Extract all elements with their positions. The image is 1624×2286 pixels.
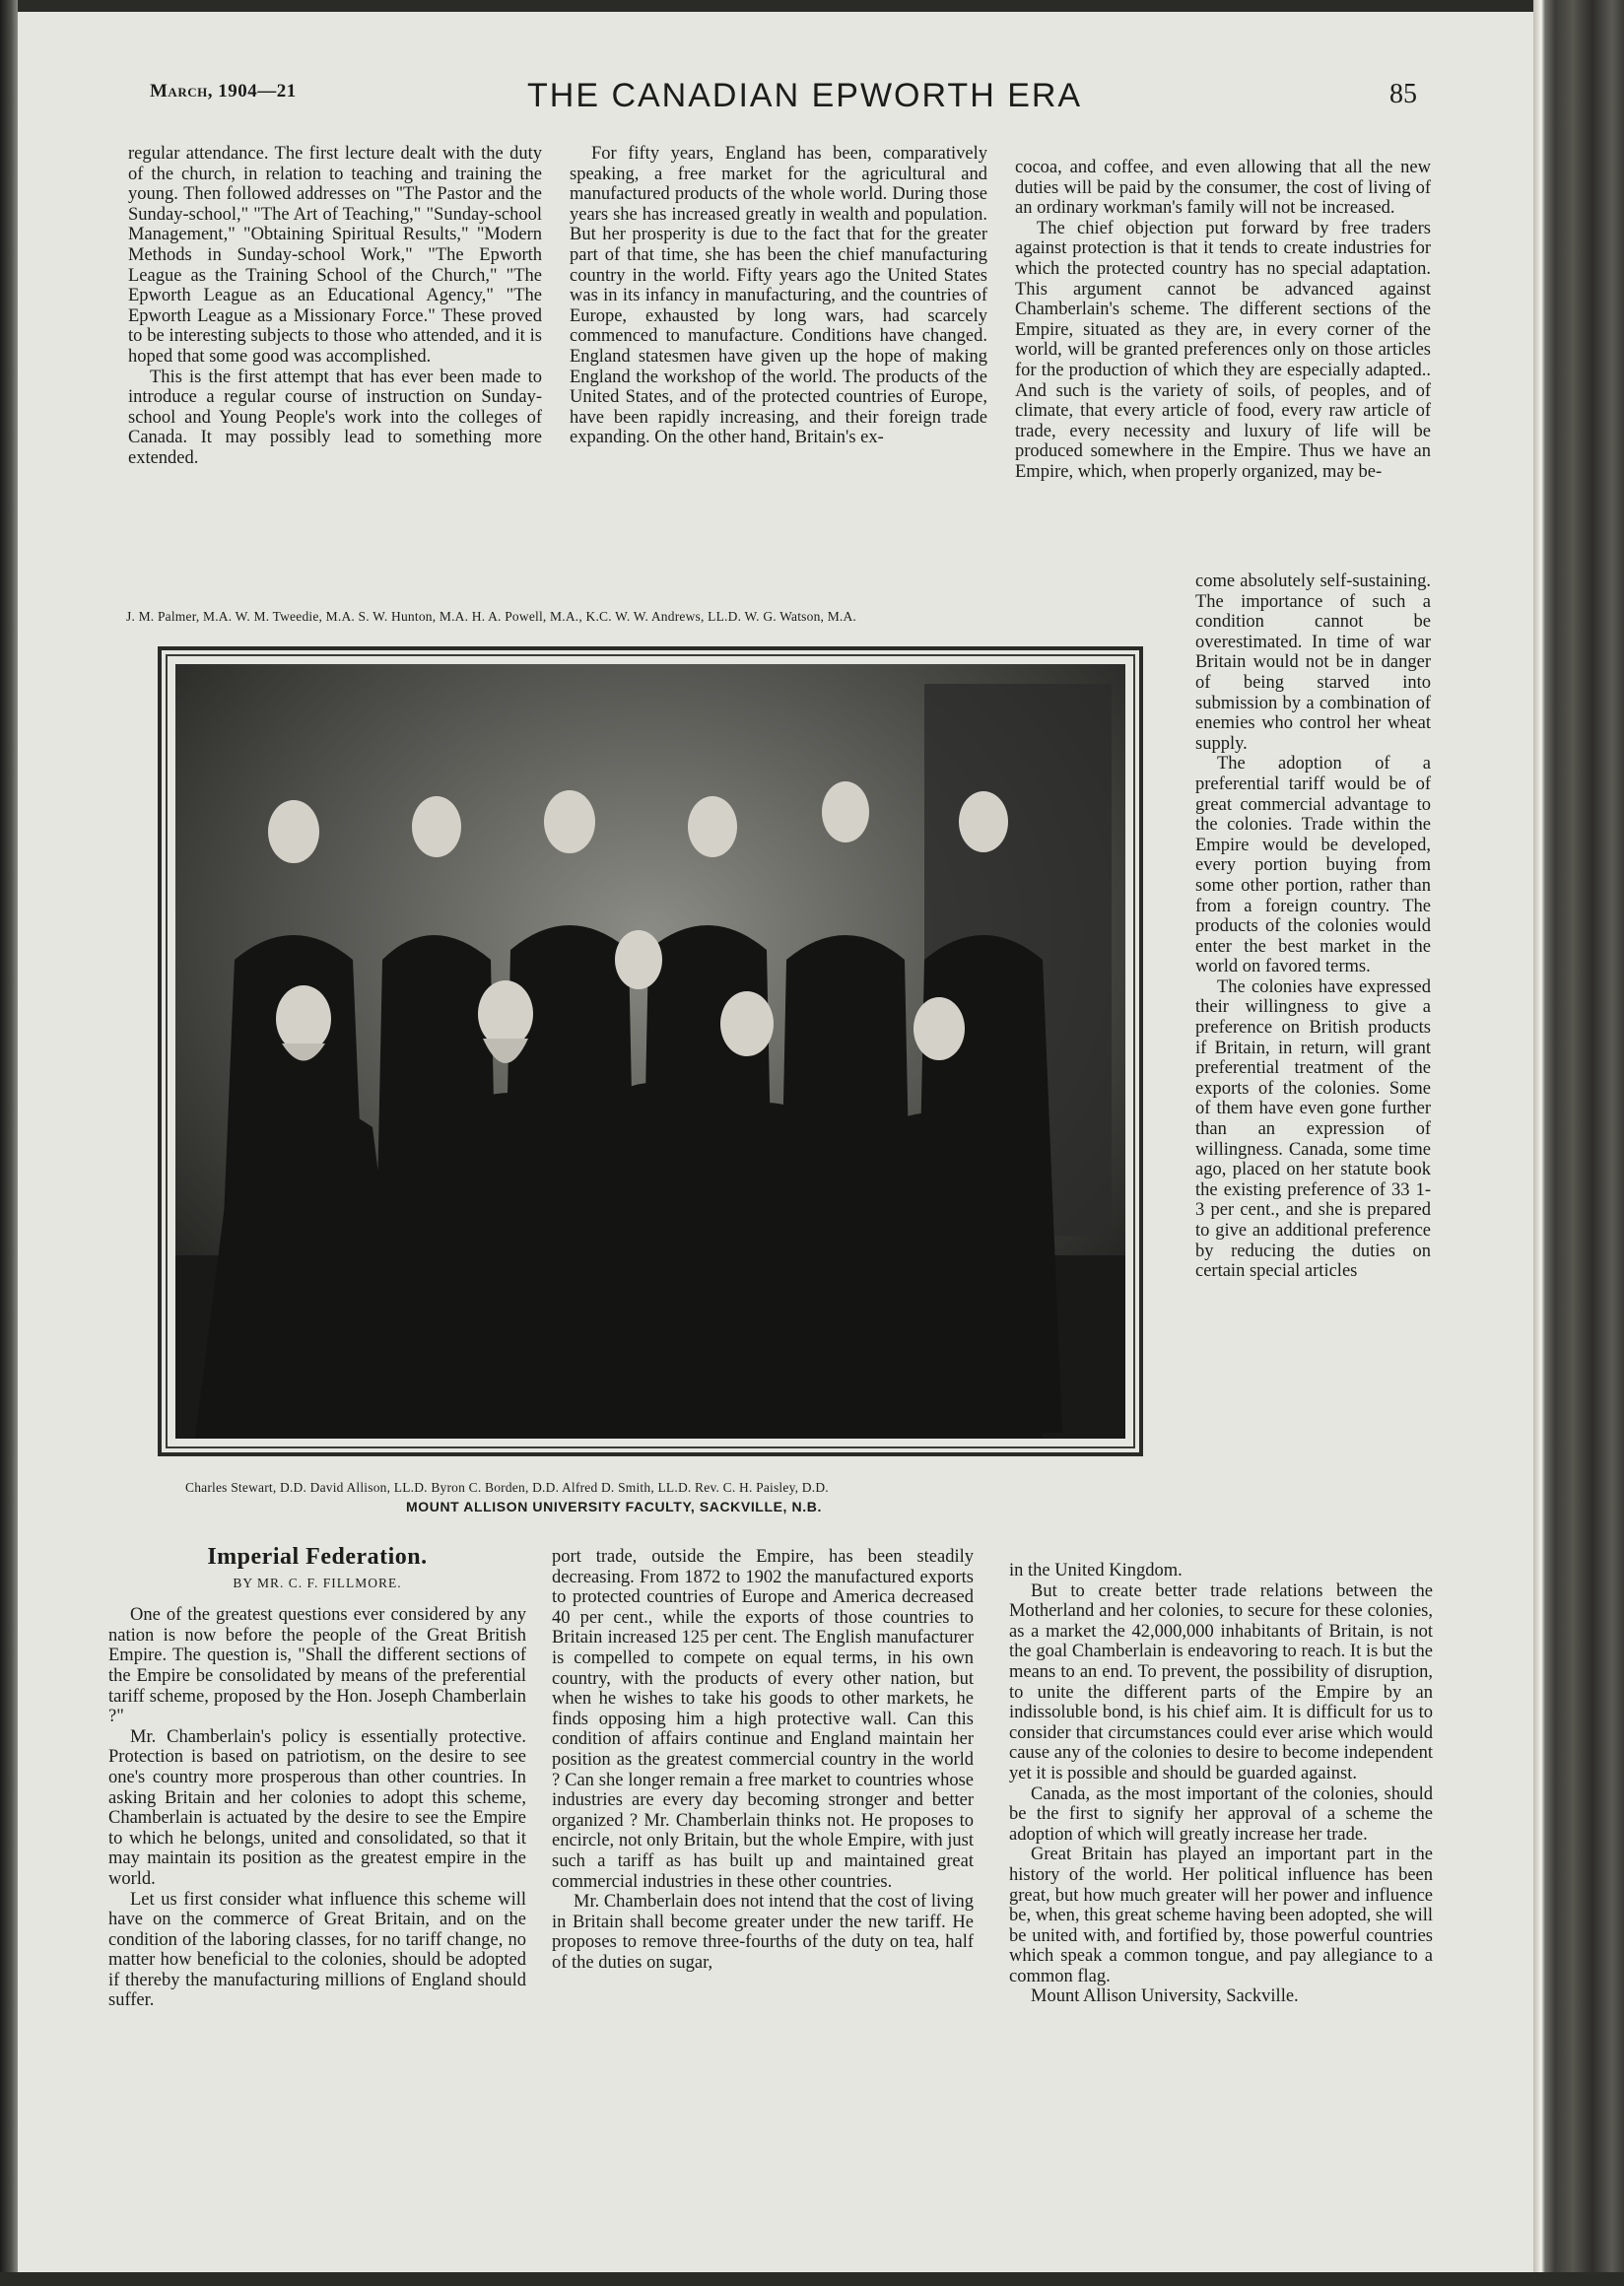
paragraph: This is the first attempt that has ever been made to introduce a regular course of instruction on Sunday-school and Young People's work into the colleges of Canada. It may possibly lead to something more extended. [128, 367, 542, 468]
group-portrait-image [175, 664, 1125, 1439]
paragraph: The colonies have expressed their willingness to give a preference on British products if Britain, in return, will grant preferential treatment of the exports of the colonies. Some of them have even gone further than an expression of willingness. Canada, some time ago, placed on her statute book the existing preference of 33 1-3 per cent., and she is prepared to give an additional preference by reducing the duties on certain special articles [1195, 976, 1431, 1282]
issue-date: March, 1904—21 [150, 81, 297, 101]
column-1-top [128, 144, 542, 469]
column-3-side [1195, 572, 1431, 1282]
article-column-2 [552, 1547, 974, 1973]
paragraph: Canada, as the most important of the colonies, should be the first to signify her approval of a scheme the adoption of which will greatly increase her trade. [1009, 1783, 1433, 1845]
column-2-top [570, 144, 987, 448]
paragraph: come absolutely self-sustaining. The importance of such a condition cannot be overestimated. In time of war Britain would not be in danger of being starved into submission by a combination of enemies who control her wheat supply. [1195, 572, 1431, 754]
paragraph: The adoption of a preferential tariff would be of great commercial advantage to the colonies. Trade within the Empire would be developed, every portion buying from some other portion, rather than from a foreign country. The products of the colonies would enter the best market in the world on favored terms. [1195, 754, 1431, 977]
article-byline: BY MR. C. F. FILLMORE. [233, 1575, 402, 1590]
paragraph: One of the greatest questions ever considered by any nation is now before the people of the Great British Empire. The question is, "Shall the different sections of the Empire be consolidated by means of the preferential tariff scheme, proposed by the Hon. Joseph Chamberlain ?" [108, 1605, 526, 1727]
page-number: 85 [1389, 79, 1417, 109]
column-3-top [1015, 158, 1431, 483]
article-column-1 [108, 1544, 526, 2011]
scan-top-edge [0, 0, 1624, 12]
faculty-photograph [158, 646, 1143, 1456]
paragraph: cocoa, and coffee, and even allowing that all the new duties will be paid by the consumer, the cost of living of an ordinary workman's family will not be increased. [1015, 158, 1431, 219]
paragraph: For fifty years, England has been, comparatively speaking, a free market for the agricultural and manufactured products of the whole world. During those years she has increased greatly in wealth and population. But her prosperity is due to the fact that for the greater part of that time, she has been the chief manufacturing country in the world. Fifty years ago the United States was in its infancy in manufacturing, and the countries of Europe, exhausted by long wars, had scarcely commenced to manufacture. Conditions have changed. England statesmen have given up the hope of making England the workshop of the world. The products of the United States, and of the protected countries of Europe, have been rapidly increasing, and their foreign trade expanding. On the other hand, Britain's ex- [570, 144, 987, 448]
paragraph: Mr. Chamberlain's policy is essentially protective. Protection is based on patriotism, on the desire to see one's country more prosperous than other countries. In asking Britain and her colonies to adopt this scheme, Chamberlain is actuated by the desire to see the Empire to which he belongs, united and consolidated, so that it may maintain its position as the greatest empire in the world. [108, 1726, 526, 1889]
article-column-3 [1009, 1561, 1433, 2007]
paragraph: But to create better trade relations between the Motherland and her colonies, to secure for these colonies, as a market the 42,000,000 inhabitants of Britain, is not the goal Chamberlain is endeavoring to reach. It is but the means to an end. To prevent, the possibility of disruption, to unite the different parts of the Empire by an indissoluble bond, is his chief aim. It is difficult for us to consider that circumstances could ever arise which would cause any of the colonies to desire to become independent yet it is possible and should be guarded against. [1009, 1580, 1433, 1783]
paragraph: in the United Kingdom. [1009, 1561, 1183, 1580]
paragraph: Great Britain has played an important part in the history of the world. Her political influence has been great, but how much greater will her power and influence be, when, this great scheme having been adopted, she will be united with, and fortified by, those powerful countries which speak a common tongue, and pay allegiance to a common flag. [1009, 1845, 1433, 1986]
signoff: Mount Allison University, Sackville. [1031, 1986, 1299, 2007]
paragraph: Mr. Chamberlain does not intend that the cost of living in Britain shall become greater under the new tariff. He proposes to remove three-fourths of the duty on tea, half of the duties on sugar, [552, 1892, 974, 1973]
book-page-edges [1533, 0, 1624, 2286]
scan-left-edge [0, 0, 18, 2286]
paragraph: The chief objection put forward by free traders against protection is that it tends to create industries for which the protected country has no special adaptation. This argument cannot be advanced against Chamberlain's scheme. The different sections of the Empire, situated as they are, in every corner of the world, will be granted preferences only on those articles for the production of which they are especially adapted.. And such is the variety of soils, of peoples, and of climate, that every article of food, every raw article of trade, every necessity and luxury of life will be produced somewhere in the Empire. Thus we have an Empire, which, when properly organized, may be- [1015, 218, 1431, 482]
paragraph: regular attendance. The first lecture dealt with the duty of the church, in relation to teaching and training the young. Then followed addresses on "The Pastor and the Sunday-school," "The Art of Teaching," "Sunday-school Management," "Obtaining Spiritual Results," "Modern Methods in Sunday-school Work," "The Epworth League as the Training School of the Church," "The Epworth League as an Educational Agency," "The Epworth League as a Missionary Force." These proved to be interesting subjects to those who attended, and it is hoped that some good was accomplished. [128, 144, 542, 367]
photo-caption-front-row: Charles Stewart, D.D. David Allison, LL.D. Byron C. Borden, D.D. Alfred D. Smith, LL.D. Rev. C. H. Paisley, D.D. [185, 1480, 829, 1495]
photo-caption-faculty: MOUNT ALLISON UNIVERSITY FACULTY, SACKVILLE, N.B. [406, 1499, 822, 1514]
paragraph: port trade, outside the Empire, has been steadily decreasing. From 1872 to 1902 the manufactured exports to protected countries of Europe and America decreased 40 per cent., while the exports of those countries to Britain increased 125 per cent. The English manufacturer is compelled to compete on equal terms, in his own country, with the products of every other nation, but when he wishes to take his goods to other markets, he finds opposing him a high protective wall. Can this condition of affairs continue and England maintain her position as the greatest commercial country in the world ? Can she longer remain a free market to countries whose industries are every day becoming stronger and better organized ? Mr. Chamberlain thinks not. He proposes to encircle, not only Britain, but the whole Empire, with just such a tariff as has built up and maintained great commercial industries in these other countries. [552, 1547, 974, 1892]
magazine-title: THE CANADIAN EPWORTH ERA [527, 77, 1083, 114]
paragraph: Let us first consider what influence this scheme will have on the commerce of Great Britain, and on the condition of the laboring classes, for no tariff change, no matter how beneficial to the colonies, should be adopted if thereby the manufacturing millions of England should suffer. [108, 1889, 526, 2011]
scan-bottom-edge [0, 2272, 1624, 2286]
photo-caption-back-row: J. M. Palmer, M.A. W. M. Tweedie, M.A. S. W. Hunton, M.A. H. A. Powell, M.A., K.C. W. W. Andrews, LL.D. W. G. Watson, M.A. [126, 609, 856, 624]
article-title: Imperial Federation. [207, 1544, 428, 1570]
